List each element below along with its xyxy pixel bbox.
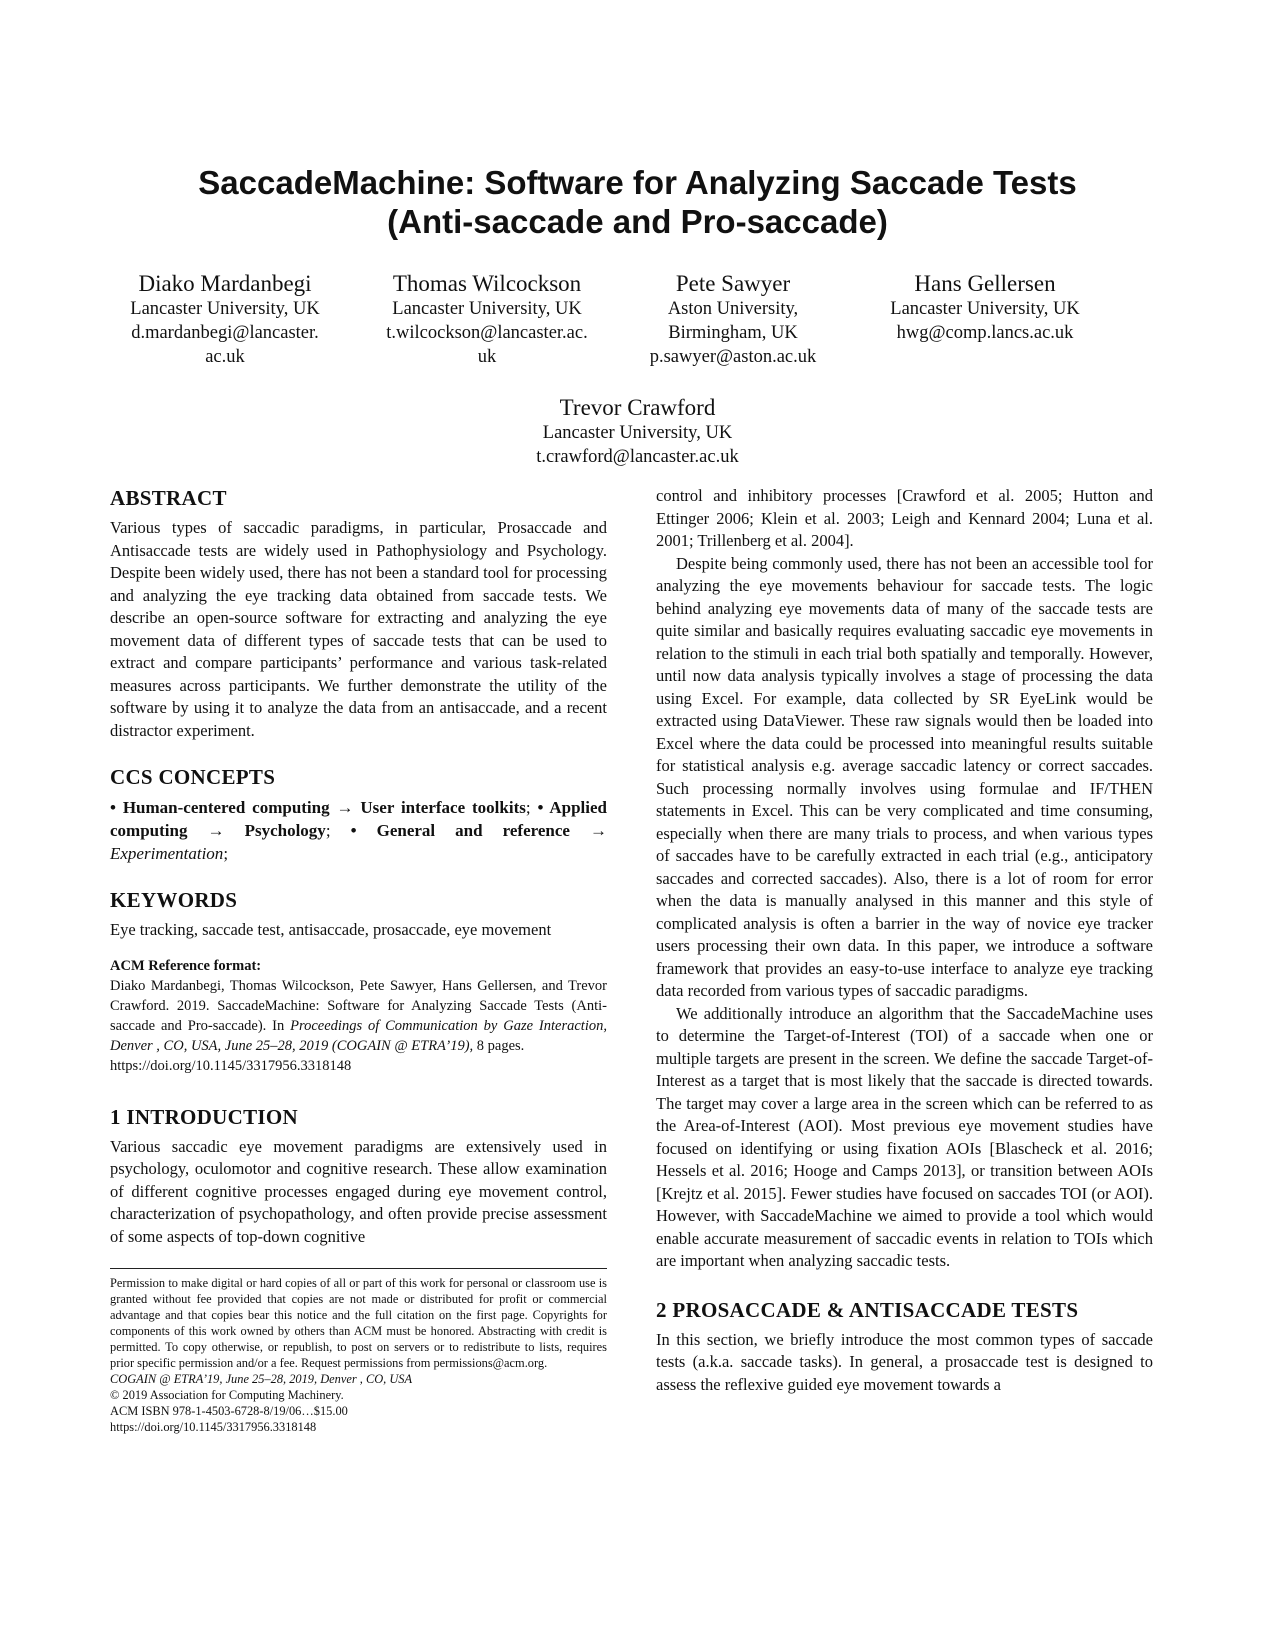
ccs-sep: ; — [325, 821, 351, 840]
author-email[interactable]: t.crawford@lancaster.ac.uk — [536, 447, 739, 467]
author-affiliation: Lancaster University, UK — [392, 299, 582, 319]
ccs-heading: CCS CONCEPTS — [110, 765, 276, 789]
author-4 — [870, 271, 1100, 345]
author-email[interactable]: d.mardanbegi@lancaster. — [131, 323, 319, 343]
ccs-term: Psychology — [244, 821, 326, 840]
author-name: Diako Mardanbegi — [138, 271, 312, 296]
section-2-paragraph-1: In this section, we briefly introduce the most common types of saccade tests (a.k.a. saccade tasks). In general, a prosaccade test is designed to assess the reflexive guided eye movement towards a — [656, 1329, 1153, 1394]
intro-paragraph-2: Despite being commonly used, there has not been an accessible tool for analyzing the eye movements behaviour for saccade tests. The logic behind analyzing eye movements data of many of the saccade tests are quite similar and basically requires evaluating saccadic eye movements in relation to the stimuli in each trial both spatially and temporally. However, until now data analysis typically involves a stage of processing the data using Excel. For example, data collected by SR EyeLink would be extracted using DataViewer. These raw signals would then be loaded into Excel where the data could be processed into meaningful results suitable for statistical analysis e.g. average saccadic latency or correct saccades. Such processing normally involves using formulae and IF/THEN statements in Excel. This can be very complicated and time consuming, especially when there are many trials to process, and when various types of saccades have to be carefully extracted in each trial (e.g., anticipatory saccades and corrected saccades). Also, there is a lot of room for error when the data is manually analysed in this manner and this style of complicated analysis is often a barrier in the way of novice eye tracker users processing their own data. In this paper, we introduce a software framework that provides an easy-to-use interface to analyze eye tracking data recorded from various types of saccadic paradigms. — [656, 553, 1153, 1000]
isbn-line: ACM ISBN 978-1-4503-6728-8/19/06…$15.00 — [110, 1404, 348, 1418]
author-email[interactable]: hwg@comp.lancs.ac.uk — [896, 323, 1074, 343]
permission-footnote — [110, 1268, 607, 1435]
ccs-arrow: → — [329, 798, 361, 817]
author-2 — [372, 271, 602, 369]
author-affiliation: Aston University, — [667, 299, 799, 319]
author-affiliation-2: Birmingham, UK — [668, 323, 798, 343]
acm-reference-heading: ACM Reference format: — [110, 957, 262, 974]
author-email[interactable]: t.wilcockson@lancaster.ac. — [386, 323, 588, 343]
author-name: Pete Sawyer — [675, 271, 791, 296]
ccs-sep: ; — [525, 798, 538, 817]
section-2-heading: 2 PROSACCADE & ANTISACCADE TESTS — [656, 1297, 1079, 1322]
ccs-term: Experimentation — [110, 844, 224, 863]
intro-paragraph-1-cont: control and inhibitory processes [Crawford et al. 2005; Hutton and Ettinger 2006; Klein et al. 2003; Leigh and Kennard 2004; Luna et al. 2001; Trillenberg et al. 2004]. — [656, 486, 1153, 550]
right-column — [656, 485, 1153, 1396]
introduction-heading: 1 INTRODUCTION — [110, 1104, 298, 1129]
author-name: Hans Gellersen — [914, 271, 1056, 296]
acm-ref-venue: Proceedings of Communication by Gaze Interaction, Denver , CO, USA, June 25–28, 2019 (COGAIN @ ETRA’19), — [110, 1017, 607, 1054]
author-name: Trevor Crawford — [559, 395, 716, 420]
author-email[interactable]: p.sawyer@aston.ac.uk — [649, 347, 817, 367]
author-email-cont[interactable]: ac.uk — [205, 347, 245, 367]
intro-paragraph-1: Various saccadic eye movement paradigms are extensively used in psychology, oculomotor and cognitive research. These allow examination of different cognitive processes engaged during eye movement control, characterization of psychopathology, and often provide precise assessment of some aspects of top-down cognitive — [110, 1136, 607, 1246]
intro-paragraph-3: We additionally introduce an algorithm that the SaccadeMachine uses to determine the Target-of-Interest (TOI) of a saccade when one or multiple targets are present in the screen. We define the saccade Target-of-Interest as a target that is most likely that the saccade is directed towards. The target may cover a large area in the screen which can be referred to as the Area-of-Interest (AOI). Most previous eye movement studies have focused on identifying or using fixation AOIs [Blascheck et al. 2016; Hessels et al. 2016; Hooge and Camps 2013], or transition between AOIs [Krejtz et al. 2015]. Fewer studies have focused on saccades TOI (or AOI). However, with SaccadeMachine we aimed to provide a tool which would enable accurate measurement of saccadic events in relation to TOIs which are important when analyzing saccadic tests. — [656, 1003, 1153, 1270]
author-block — [110, 271, 1165, 381]
copyright-line: © 2019 Association for Computing Machinery. — [110, 1388, 344, 1402]
author-name: Thomas Wilcockson — [392, 271, 582, 296]
author-email-cont[interactable]: uk — [477, 347, 497, 367]
acm-ref-part: Diako Mardanbegi, Thomas Wilcockson, Pete Sawyer, Hans Gellersen, and Trevor Crawford. 2019. SaccadeMachine: Software for Analyzing Saccade Tests (Anti-saccade and Pro-saccade). In — [110, 977, 607, 1034]
acm-reference-text — [110, 976, 607, 1056]
ccs-term: • Applied computing — [110, 798, 607, 840]
title-line-1: SaccadeMachine: Software for Analyzing Saccade Tests — [198, 164, 1077, 201]
conference-venue: COGAIN @ ETRA’19, June 25–28, 2019, Denver , CO, USA — [110, 1372, 413, 1386]
ccs-term: User interface toolkits — [360, 798, 526, 817]
abstract-heading: ABSTRACT — [110, 486, 227, 510]
author-1 — [110, 271, 340, 369]
ccs-concepts — [110, 796, 607, 865]
author-3 — [618, 271, 848, 369]
acm-reference-doi[interactable]: https://doi.org/10.1145/3317956.3318148 — [110, 1057, 352, 1074]
keywords-heading: KEYWORDS — [110, 888, 238, 912]
ccs-arrow: → — [569, 821, 608, 840]
author-5 — [0, 395, 1275, 469]
keywords-text: Eye tracking, saccade test, antisaccade, prosaccade, eye movement — [110, 920, 552, 939]
title-line-2: (Anti-saccade and Pro-saccade) — [387, 203, 888, 240]
author-affiliation: Lancaster University, UK — [130, 299, 320, 319]
ccs-arrow: → — [187, 821, 245, 840]
abstract-text: Various types of saccadic paradigms, in particular, Prosaccade and Antisaccade tests are widely used in Pathophysiology and Psychology. Despite been widely used, there has not been a standard tool for processing and analyzing the eye tracking data obtained from saccade tests. We describe an open-source software for extracting and analyzing the eye movement data of different types of saccade tests that can be used to extract and compare participants’ performance and various task-related measures across participants. We further demonstrate the utility of the software by using it to analyze the data from an antisaccade, and a recent distractor experiment. — [110, 518, 607, 740]
footnote-doi[interactable]: https://doi.org/10.1145/3317956.3318148 — [110, 1420, 317, 1434]
author-affiliation: Lancaster University, UK — [542, 423, 733, 443]
ccs-term: • Human-centered computing — [110, 798, 330, 817]
ccs-sep: ; — [223, 844, 229, 863]
permission-text: Permission to make digital or hard copies of all or part of this work for personal or classroom use is granted without fee provided that copies are not made or distributed for profit or commercial advantage and that copies bear this notice and the full citation on the first page. Copyrights for components of this work owned by others than ACM must be honored. Abstracting with credit is permitted. To copy otherwise, or republish, to post on servers or to redistribute to lists, requires prior specific permission and/or a fee. Request permissions from permissions@acm.org. — [110, 1276, 607, 1370]
paper-title — [0, 163, 1275, 241]
ccs-term: • General and reference — [350, 821, 570, 840]
left-column — [110, 485, 607, 1248]
acm-ref-pages: 8 pages. — [473, 1037, 525, 1054]
author-affiliation: Lancaster University, UK — [890, 299, 1080, 319]
